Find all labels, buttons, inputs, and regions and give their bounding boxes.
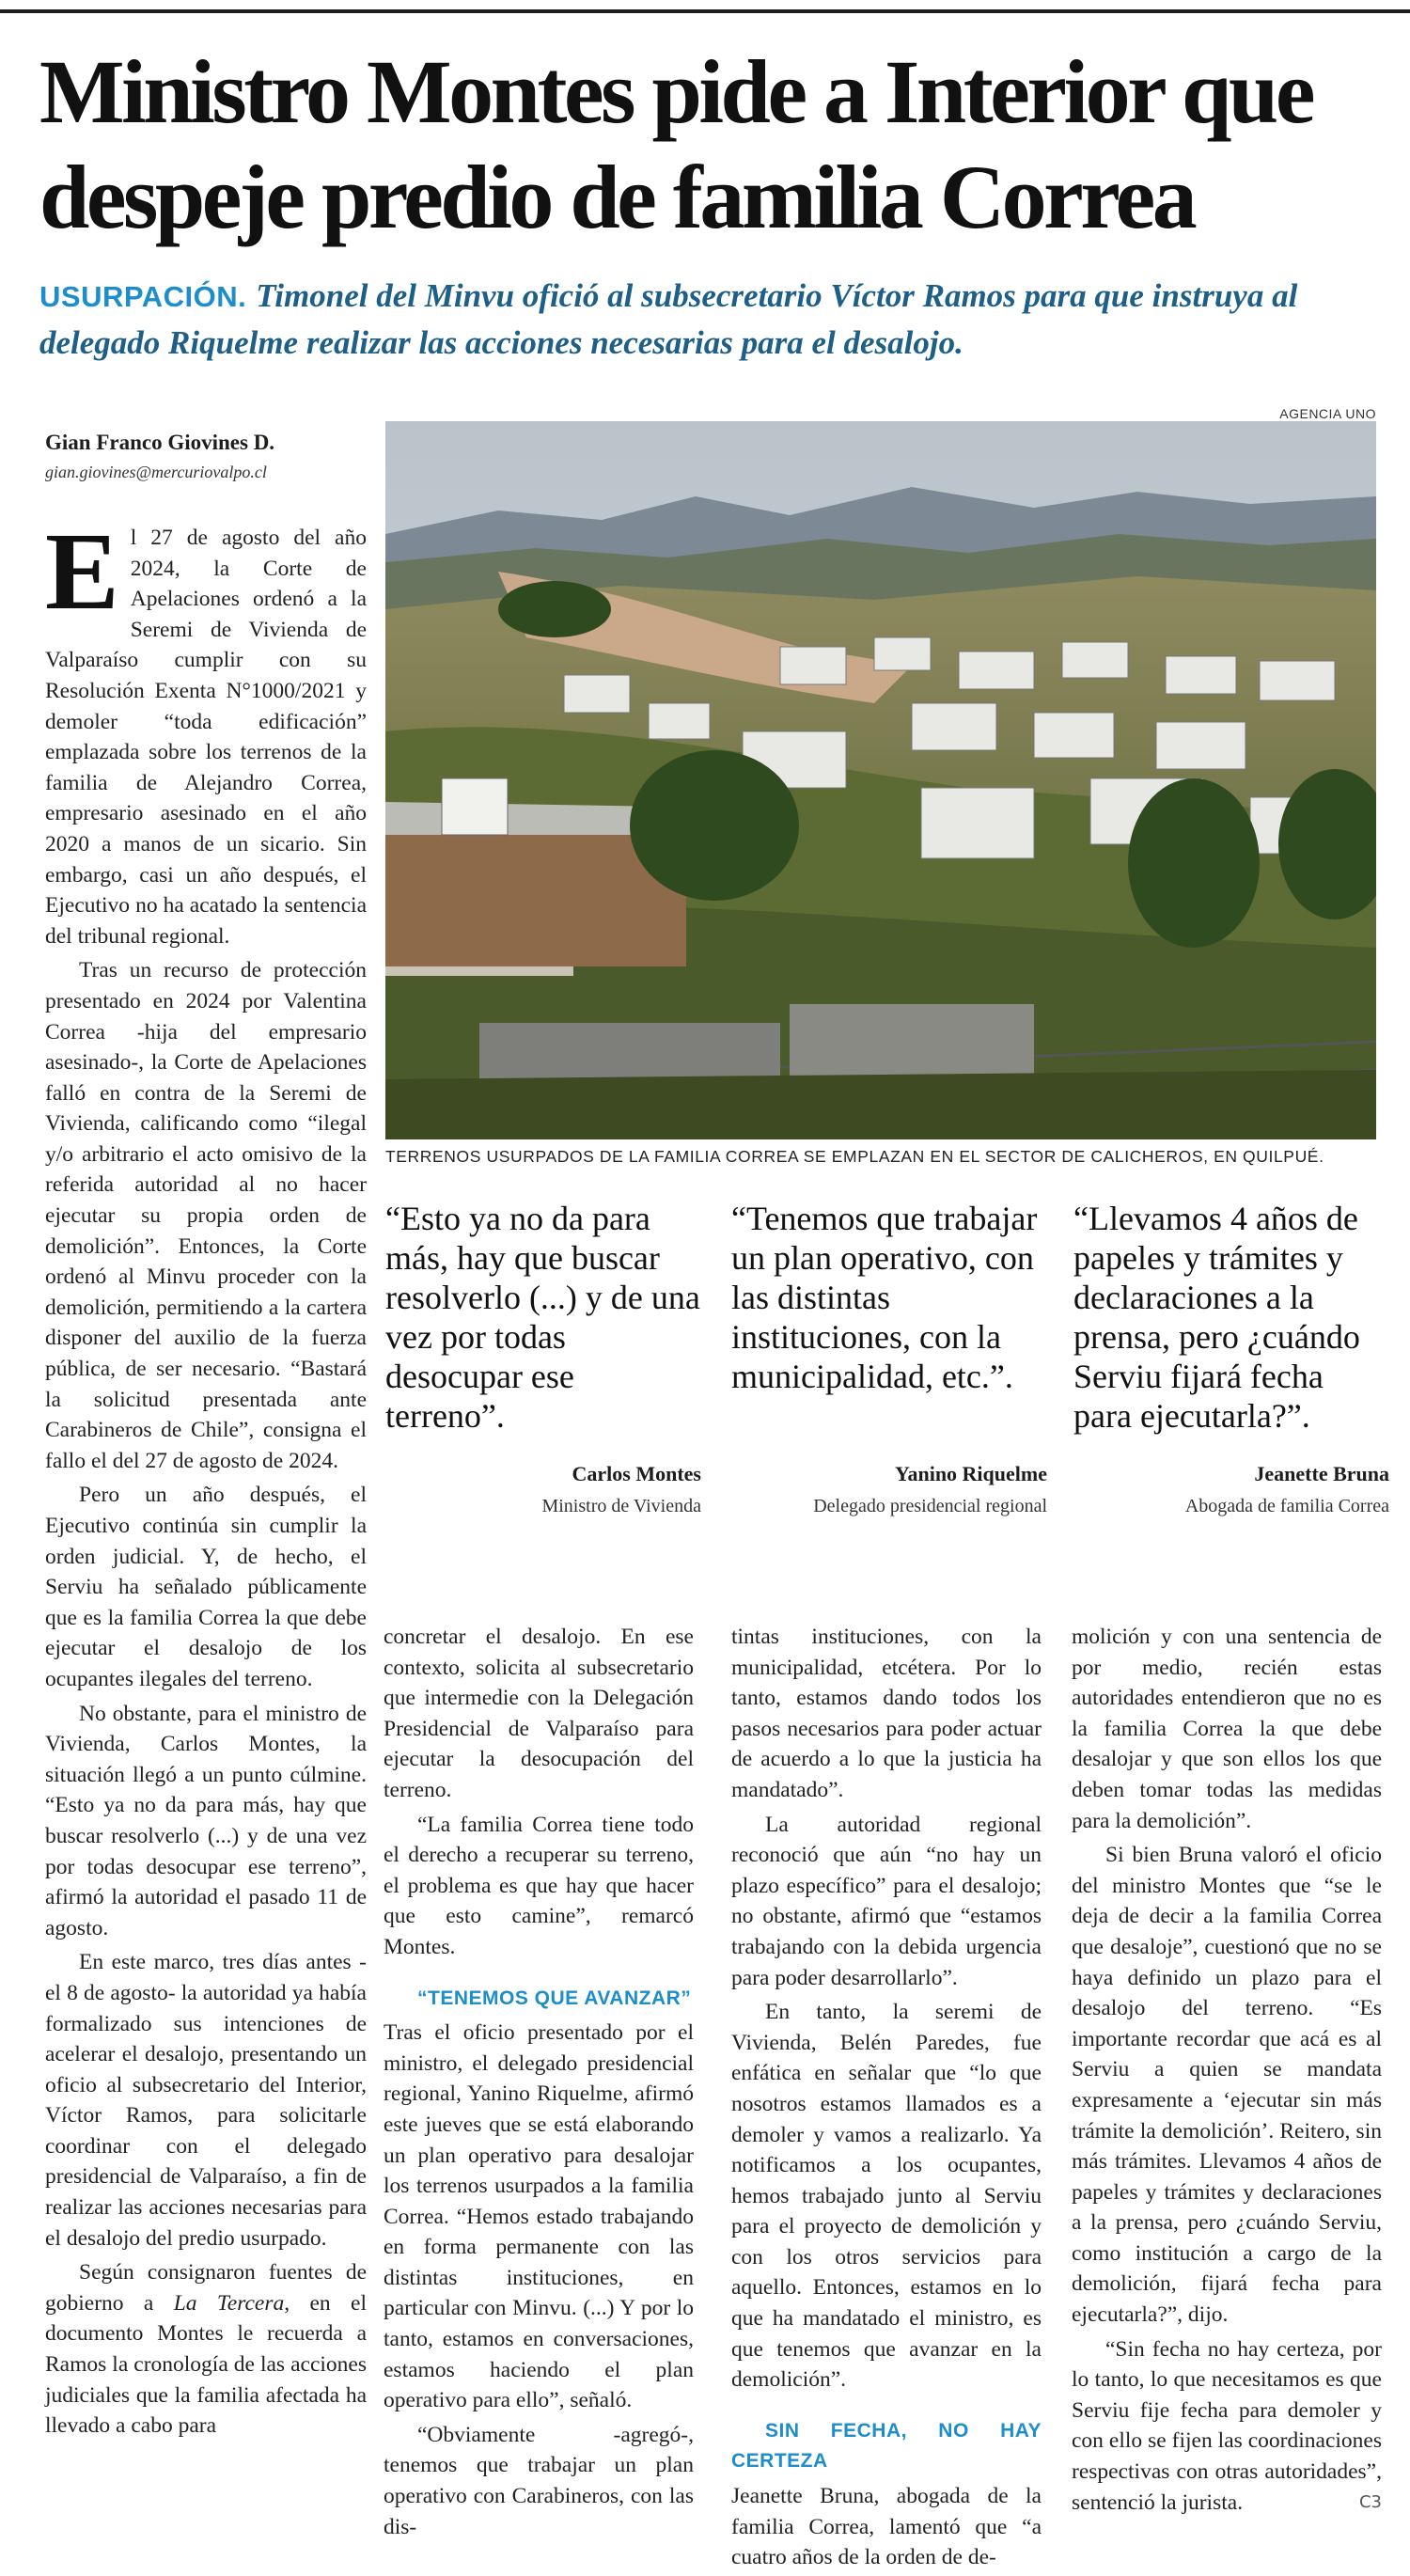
photo-caption: TERRENOS USURPADOS DE LA FAMILIA CORREA SE EMPLAZAN EN EL SECTOR DE CALICHEROS, EN QUILPUÉ. (385, 1147, 1324, 1166)
lead-tag: USURPACIÓN. (39, 280, 247, 313)
pull-quote-montes (385, 1199, 701, 1516)
author-email: gian.giovines@mercuriovalpo.cl (45, 463, 267, 481)
paragraph: En este marco, tres días antes -el 8 de agosto- la autoridad ya había formalizado sus intenciones de acelerar el desalojo, presentando un oficio al subsecretario del Interior, Víctor Ramos, para solicitarle coordinar con el delegado presidencial de Valparaíso, a fin de realizar las acciones necesarias para el desalojo del predio usurpado. (45, 1950, 367, 2251)
text-column-2 (384, 1622, 694, 2546)
paragraph: Jeanette Bruna, abogada de la familia Correa, lamentó que “a cuatro años de la orden de de- (731, 2484, 1042, 2570)
quote-attribution (1185, 1462, 1389, 1517)
paragraph: En tanto, la seremi de Vivienda, Belén Paredes, fue enfática en señalar que “lo que nosotros estamos llamados es a demoler y vamos a realizarlo. Ya notificamos a los ocupantes, hemos trabajado junto al Serviu para el proyecto de demolición y con los otros servicios para aquello. Entonces, estamos en lo que ha mandatado el ministro, es que tenemos que avanzar en la demolición”. (731, 2000, 1042, 2393)
paragraph: “Sin fecha no hay certeza, por lo tanto, lo que necesitamos es que Serviu fije fecha para demoler y con ello se fijen las coordinaciones respectivas con otras autoridades”, sentenció la jurista. C3 (1072, 2334, 1382, 2519)
headline: Ministro Montes pide a Interior que despeje predio de familia Correa (39, 41, 1312, 247)
quote-text: “Tenemos que trabajar un plan operativo, con las distintas instituciones, con la municipalidad, etc.”. (731, 1200, 1038, 1395)
quote-role: Delegado presidencial regional (813, 1496, 1047, 1516)
quote-name: Jeanette Bruna (1254, 1462, 1389, 1485)
paragraph: Si bien Bruna valoró el oficio del ministro Montes que “se le deja de decir a la familia Correa que desaloje”, cuestionó que no se haya definido un plazo para el desalojo del terreno. “Es importante recordar que acá es al Serviu a quien se mandata expresamente a ‘ejecutar sin más trámite la demolición’. Reitero, sin más trámites. Llevamos 4 años de papeles y trámites y declaraciones a la prensa, pero ¿cuándo Serviu, como institución a cargo de la demolición, fijará fecha para ejecutarla?”, dijo. (1072, 1843, 1382, 2328)
quote-role: Ministro de Vivienda (541, 1496, 701, 1516)
paragraph: El 27 de agosto del año 2024, la Corte de Apelaciones ordenó a la Seremi de Vivienda de Valparaíso cumplir con su Resolución Exenta N°1000/2021 y demoler “toda edificación” emplazada sobre los terrenos de la familia de Alejandro Correa, empresario asesinado en el año 2020 a manos de un sicario. Sin embargo, casi un año después, el Ejecutivo no ha acatado la sentencia del tribunal regional. (45, 510, 367, 949)
subheading: SIN FECHA, NO HAY CERTEZA (731, 2419, 1042, 2473)
text-column-1 (45, 510, 368, 2445)
quote-name: Carlos Montes (572, 1462, 701, 1485)
paragraph: Según consignaron fuentes de gobierno a La Tercera, en el documento Montes le recuerda a Ramos la cronología de las acciones judiciales que la familia afectada ha llevado a cabo para (45, 2260, 368, 2439)
text-column-3 (731, 1622, 1042, 2576)
paragraph: molición y con una sentencia de por medio, recién estas autoridades entendieron que no es la familia Correa la que debe desalojar y que son ellos los que deben tomar todas las medidas para la demolición”. (1072, 1625, 1382, 1833)
paragraph: “La familia Correa tiene todo el derecho a recuperar su terreno, el problema es que hay que hacer que esto camine”, remarcó Montes. (384, 1812, 694, 1959)
top-rule (0, 9, 1410, 13)
author-name: Gian Franco Giovines D. (45, 431, 275, 454)
dropcap: E (45, 510, 119, 633)
paragraph: Tras el oficio presentado por el ministro, el delegado presidencial regional, Yanino Riquelme, afirmó este jueves que se está elaborando un plan operativo para desalojar los terrenos usurpados a la familia Correa. “Hemos estado trabajando en forma permanente con las distintas instituciones, en particular con Minvu. (...) Y por lo tanto, estamos en conversaciones, estamos haciendo el plan operativo para ello”, señaló. (384, 2020, 694, 2413)
paragraph: concretar el desalojo. En ese contexto, solicita al subsecretario que intermedie con la Delegación Presidencial de Valparaíso para ejecutar la desocupación del terreno. (384, 1625, 694, 1802)
paragraph: No obstante, para el ministro de Vivienda, Carlos Montes, la situación llegó a un punto cúlmine. “Esto ya no da para más, hay que buscar resolverlo (...) y de una vez por todas desocupar ese terreno”, afirmó la autoridad el pasado 11 de agosto. (45, 1701, 367, 1940)
paragraph: “Obviamente -agregó-, tenemos que trabajar un plan operativo con Carabineros, con las dis- (384, 2422, 694, 2539)
source-italic: La Tercera (173, 2290, 285, 2316)
paragraph: Pero un año después, el Ejecutivo continúa sin cumplir la orden judicial. Y, de hecho, el Serviu ha señalado públicamente que es la familia Correa la que debe ejecutar el desalojo de los ocupantes ilegales del terreno. (45, 1483, 367, 1691)
text-column-4 (1072, 1622, 1382, 2521)
pull-quote-riquelme (731, 1199, 1047, 1516)
hillside-settlement-illustration (385, 421, 1376, 1139)
quote-text: “Esto ya no da para más, hay que buscar resolverlo (...) y de una vez por todas desocupar ese terreno”. (385, 1200, 700, 1435)
subheading: “TENEMOS QUE AVANZAR” (417, 1987, 692, 2009)
photo-credit: AGENCIA UNO (1279, 406, 1376, 421)
paragraph: La autoridad regional reconoció que aún “no hay un plazo específico” para el desalojo; no obstante, afirmó que “estamos trabajando con la debida urgencia para poder desarrollarlo”. (731, 1812, 1042, 1990)
quote-role: Abogada de familia Correa (1184, 1496, 1389, 1516)
quote-text: “Llevamos 4 años de papeles y trámites y declaraciones a la prensa, pero ¿cuándo Serviu fijará fecha para ejecutarla?”. (1073, 1200, 1360, 1435)
lead-paragraph (39, 273, 1393, 366)
end-mark: C3 (1358, 2491, 1382, 2512)
byline (45, 431, 365, 482)
pull-quote-bruna (1073, 1199, 1389, 1516)
quote-name: Yanino Riquelme (895, 1462, 1047, 1485)
quote-attribution (813, 1462, 1047, 1517)
article-photo (385, 421, 1376, 1139)
lead-text: Timonel del Minvu ofició al subsecretario Víctor Ramos para que instruya al delegado Riquelme realizar las acciones necesarias para el desalojo. (39, 277, 1298, 361)
quote-attribution (541, 1462, 701, 1517)
paragraph: tintas instituciones, con la municipalidad, etcétera. Por lo tanto, estamos dando todos los pasos necesarios para poder actuar de acuerdo a lo que la justicia ha mandatado”. (731, 1625, 1042, 1802)
paragraph: Tras un recurso de protección presentado en 2024 por Valentina Correa -hija del empresario asesinado-, la Corte de Apelaciones falló en contra de la Seremi de Vivienda, calificando como “ilegal y/o arbitrario el acto omisivo de la referida autoridad al no hacer ejecutar su propia orden de demolición”. Entonces, la Corte ordenó al Minvu proceder con la demolición, permitiendo a la cartera disponer del auxilio de la fuerza pública, de ser necesario. “Bastará la solicitud presentada ante Carabineros de Chile”, consigna el fallo el del 27 de agosto de 2024. (45, 958, 367, 1473)
